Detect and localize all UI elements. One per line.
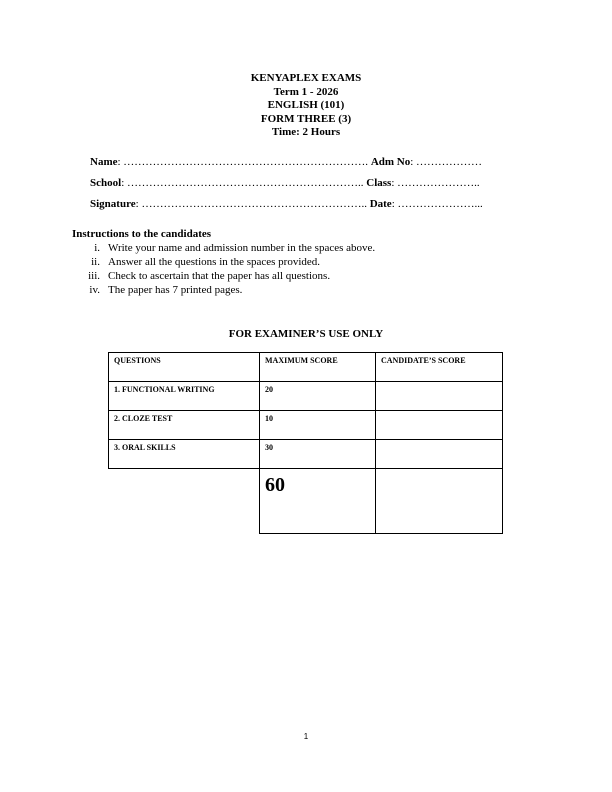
item-number: i. xyxy=(94,242,100,254)
class-label: Class xyxy=(366,177,392,189)
school-class-row xyxy=(90,177,480,189)
instructions-section xyxy=(72,228,376,297)
total-row xyxy=(109,469,503,534)
score-table xyxy=(108,352,503,534)
exam-term: Term 1 - 2026 xyxy=(273,85,339,98)
school-label: School xyxy=(90,177,122,189)
item-number: ii. xyxy=(91,256,100,268)
instructions-list xyxy=(72,241,376,297)
examiner-title: FOR EXAMINER’S USE ONLY xyxy=(228,328,384,340)
max-score-cell: 10 xyxy=(260,411,376,440)
header-max-score: MAXIMUM SCORE xyxy=(260,353,376,382)
item-number: iii. xyxy=(88,270,100,282)
exam-time: Time: 2 Hours xyxy=(271,126,341,138)
question-cell: 1. FUNCTIONAL WRITING xyxy=(109,382,260,411)
name-field: : …………………………………………………………. xyxy=(117,156,369,168)
name-label: Name xyxy=(90,156,118,168)
total-max-score: 60 xyxy=(265,474,285,496)
total-blank-cell xyxy=(109,469,260,534)
item-text: The paper has 7 printed pages. xyxy=(108,284,243,296)
signature-field: : …………………………………………………….. xyxy=(135,198,367,210)
signature-label: Signature xyxy=(90,198,136,210)
adm-field: : ……………… xyxy=(410,156,483,168)
signature-date-row xyxy=(90,198,483,210)
item-number: iv. xyxy=(89,284,100,296)
question-cell: 2. CLOZE TEST xyxy=(109,411,260,440)
header-candidate-score: CANDIDATE’S SCORE xyxy=(376,353,503,382)
header-questions: QUESTIONS xyxy=(109,353,260,382)
exam-body-name: KENYAPLEX EXAMS xyxy=(250,72,362,84)
total-max-cell xyxy=(260,469,376,534)
school-field: : ……………………………………………………….. xyxy=(121,177,364,189)
table-row xyxy=(109,382,503,411)
question-cell: 3. ORAL SKILLS xyxy=(109,440,260,469)
max-score-cell: 20 xyxy=(260,382,376,411)
list-item xyxy=(72,283,243,297)
page-number: 1 xyxy=(303,732,309,741)
list-item xyxy=(72,241,376,255)
item-text: Check to ascertain that the paper has all questions. xyxy=(108,270,331,282)
adm-label: Adm No xyxy=(370,156,411,168)
item-text: Answer all the questions in the spaces provided. xyxy=(108,256,321,268)
exam-header xyxy=(0,72,612,140)
name-adm-row xyxy=(90,156,482,168)
max-score-cell: 30 xyxy=(260,440,376,469)
item-text: Write your name and admission number in the spaces above. xyxy=(108,242,376,254)
exam-subject: ENGLISH (101) xyxy=(267,99,345,111)
date-field: : …………………... xyxy=(391,198,483,210)
list-item xyxy=(72,255,321,269)
candidate-score-cell[interactable] xyxy=(376,382,503,411)
candidate-score-cell[interactable] xyxy=(376,411,503,440)
candidate-score-cell[interactable] xyxy=(376,440,503,469)
exam-form: FORM THREE (3) xyxy=(260,112,352,125)
total-candidate-cell[interactable] xyxy=(376,469,503,534)
instructions-title: Instructions to the candidates xyxy=(72,228,212,240)
table-row xyxy=(109,440,503,469)
table-row xyxy=(109,411,503,440)
list-item xyxy=(72,269,331,283)
class-field: : ………………….. xyxy=(391,177,480,189)
table-header-row xyxy=(109,353,503,382)
date-label: Date xyxy=(369,198,392,210)
